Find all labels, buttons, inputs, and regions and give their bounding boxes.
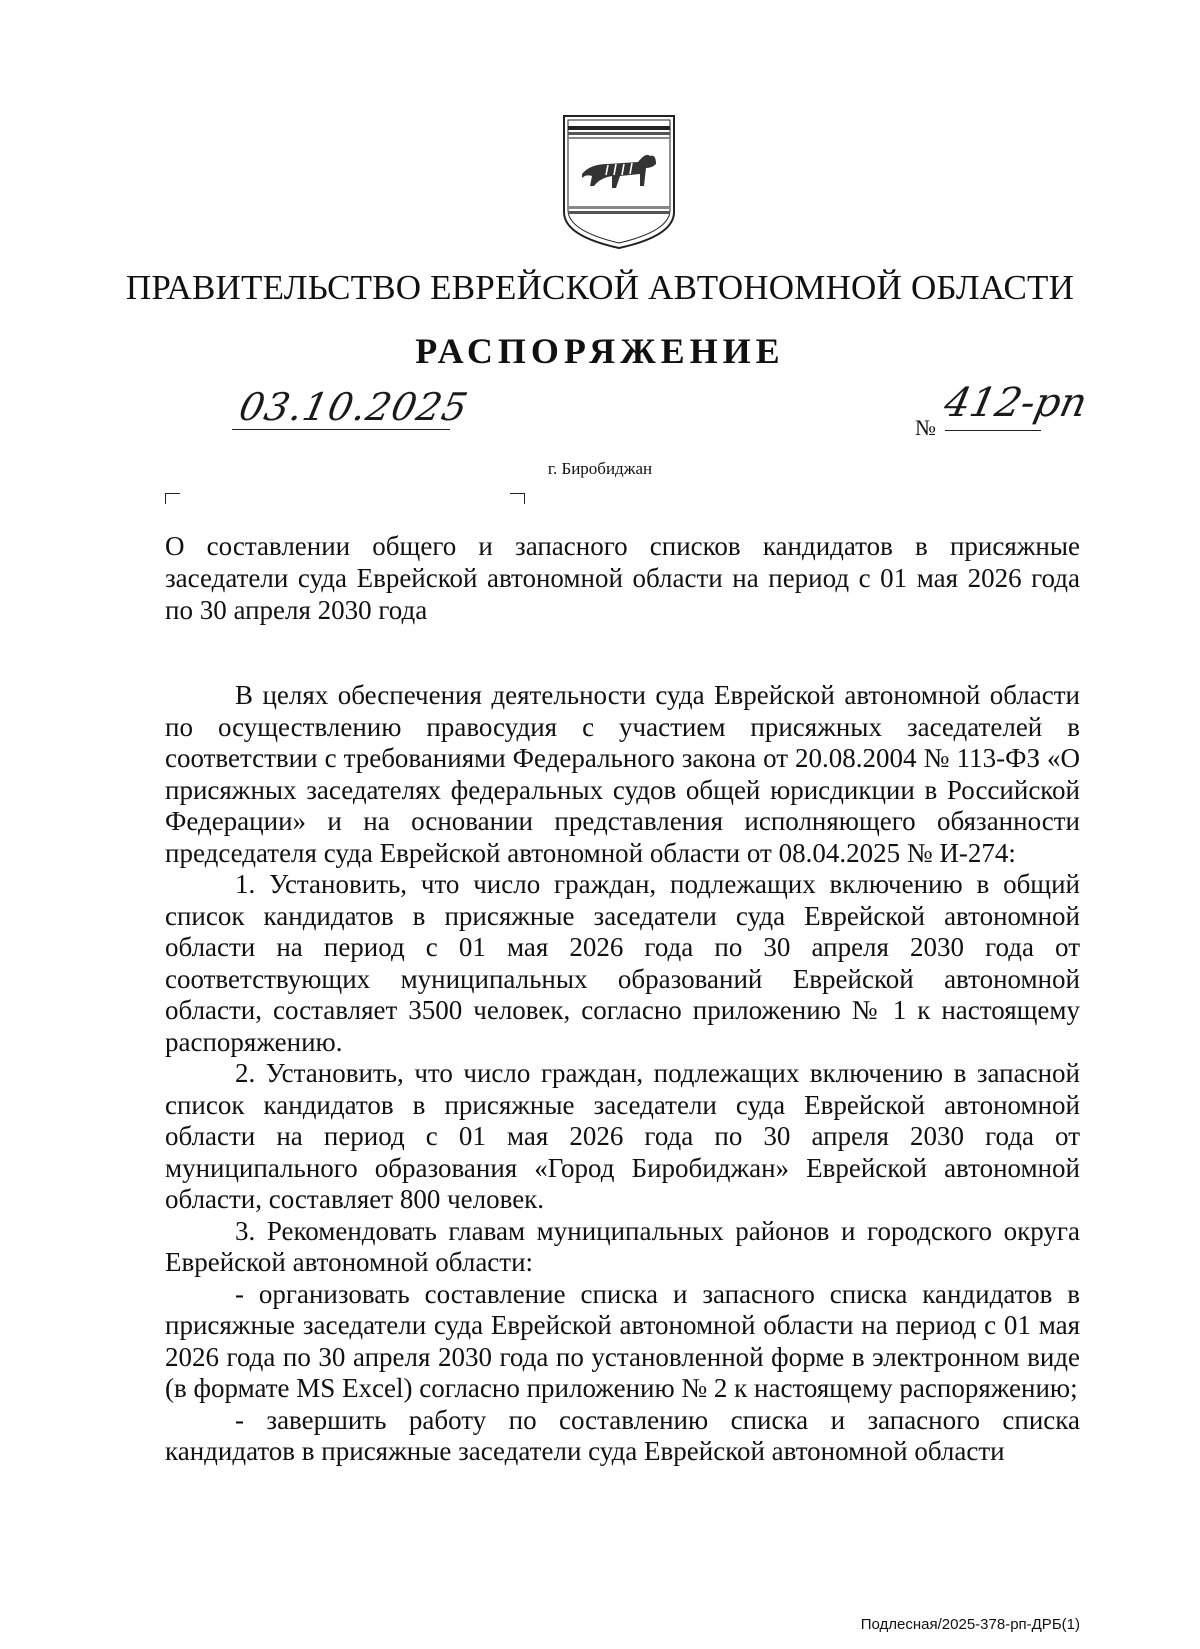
- coat-of-arms-tiger-icon: [560, 112, 678, 252]
- document-subject: О составлении общего и запасного списков кандидатов в присяжные заседатели суда Еврейской автономной области на период с 01 мая 2026 года по 30 апреля 2030 года: [165, 531, 1080, 625]
- subject-corner-right: [510, 493, 525, 504]
- subject-corner-left: [165, 493, 180, 504]
- date-underline: [232, 429, 450, 430]
- document-body: [165, 680, 1080, 1468]
- document-type-title: РАСПОРЯЖЕНИЕ: [415, 331, 785, 371]
- number-sign: №: [915, 415, 936, 440]
- paragraph-item-3-sub-1: - организовать составление списка и запасного списка кандидатов в присяжные заседатели суда Еврейской автономной области на период с 01 мая 2026 года по 30 апреля 2030 года по установленной форме в электронном виде (в формате MS Excel) согласно приложению № 2 к настоящему распоряжению;: [165, 1278, 1080, 1403]
- paragraph-item-2: 2. Установить, что число граждан, подлежащих включению в запасной список кандидатов в присяжные заседатели суда Еврейской автономной области на период с 01 мая 2026 года по 30 апреля 2030 года от муниципального образования «Город Биробиджан» Еврейской автономной области, составляет 800 человек.: [165, 1058, 1080, 1214]
- government-title: ПРАВИТЕЛЬСТВО ЕВРЕЙСКОЙ АВТОНОМНОЙ ОБЛАСТИ: [125, 268, 1075, 307]
- number-underline: [945, 430, 1041, 431]
- paragraph-item-3-sub-2: - завершить работу по составлению списка и запасного списка кандидатов в присяжные заседатели суда Еврейской автономной области: [165, 1404, 1080, 1466]
- footer-document-code: Подлесная/2025-378-рп-ДРБ(1): [860, 1616, 1080, 1633]
- document-date: 03.10.2025: [235, 385, 473, 429]
- paragraph-item-1: 1. Установить, что число граждан, подлежащих включению в общий список кандидатов в присяжные заседатели суда Еврейской автономной области на период с 01 мая 2026 года по 30 апреля 2030 года от соответствующих муниципальных образований Еврейской автономной области, составляет 3500 человек, согласно приложению № 1 к настоящему распоряжению.: [165, 869, 1080, 1057]
- paragraph-item-3: 3. Рекомендовать главам муниципальных районов и городского округа Еврейской автономной области:: [165, 1215, 1080, 1277]
- paragraph-preamble: В целях обеспечения деятельности суда Еврейской автономной области по осуществлению правосудия с участием присяжных заседателей в соответствии с требованиями Федерального закона от 20.08.2004 № 113-ФЗ «О присяжных заседателях федеральных судов общей юрисдикции в Российской Федерации» и на основании представления исполняющего обязанности председателя суда Еврейской автономной области от 08.04.2025 № И-274:: [165, 680, 1080, 868]
- document-number: 412-рп: [940, 380, 1092, 426]
- city-label: г. Биробиджан: [547, 459, 653, 478]
